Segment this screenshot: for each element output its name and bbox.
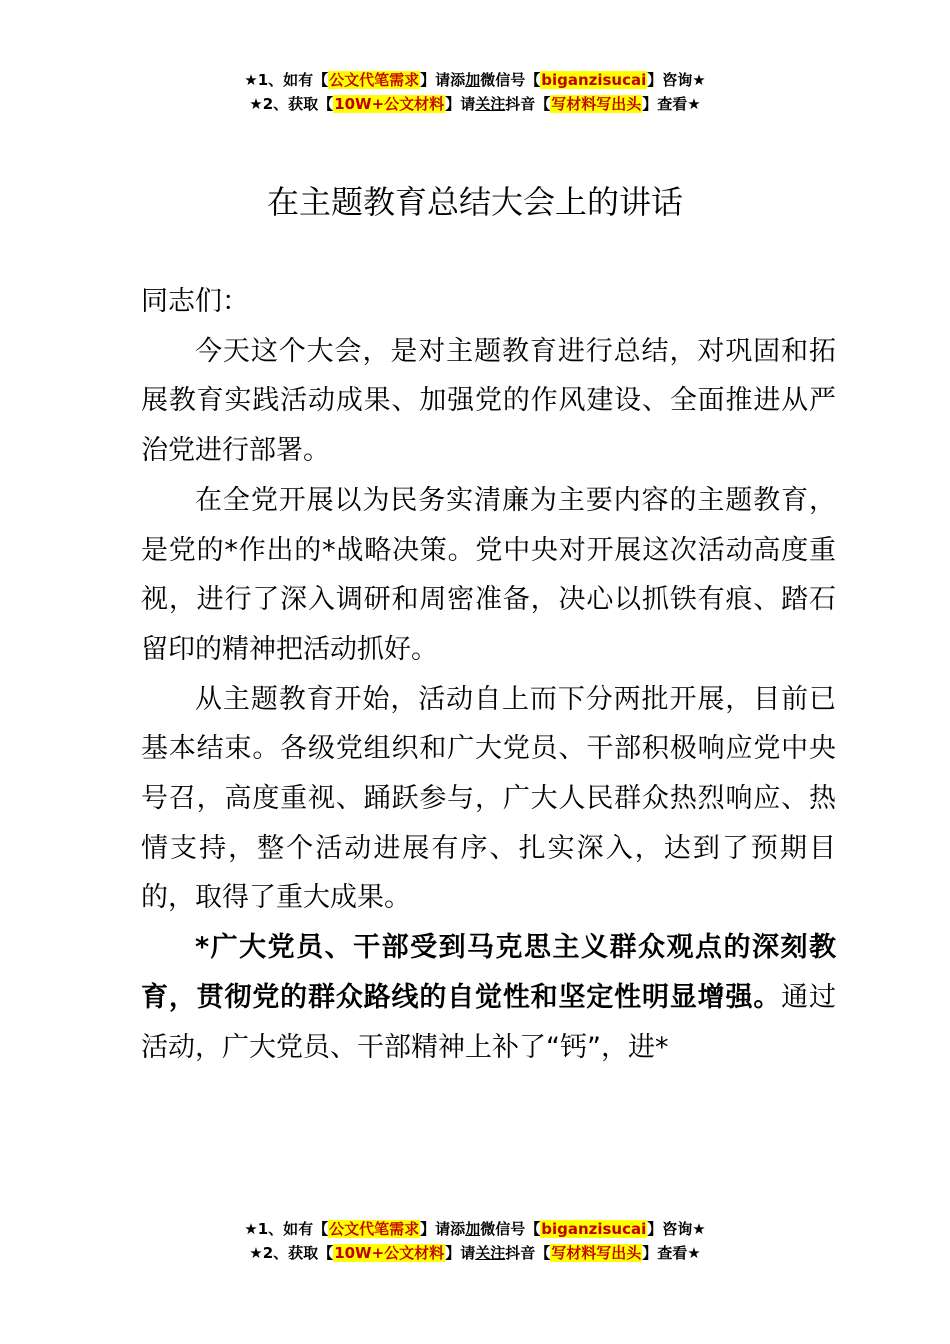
footer-highlight-wechat-id: biganzisucai (541, 1220, 647, 1238)
footer-line-1: ★1、如有【公文代笔需求】请添加微信号【biganzisucai】咨询★ (244, 1220, 706, 1238)
header-banner (0, 68, 950, 116)
paragraph-4-heading: *广大党员、干部受到马克思主义群众观点的深刻教育，贯彻党的群众路线的自觉性和坚定性明显增强。 (141, 932, 836, 1013)
paragraph-1: 今天这个大会，是对主题教育进行总结，对巩固和拓展教育实践活动成果、加强党的作风建设、全面推进从严治党进行部署。 (141, 335, 836, 467)
highlight-douyin-account: 写材料写出头 (551, 95, 642, 113)
banner-line-1: ★1、如有【公文代笔需求】请添加微信号【biganzisucai】咨询★ (244, 71, 706, 89)
footer-highlight-materials: 10W+公文材料 (334, 1244, 445, 1262)
paragraph-2: 在全党开展以为民务实清廉为主要内容的主题教育，是党的*作出的*战略决策。党中央对开展这次活动高度重视，进行了深入调研和周密准备，决心以抓铁有痕、踏石留印的精神把活动抓好。 (141, 484, 836, 665)
footer-highlight-ghostwriting: 公文代笔需求 (329, 1220, 420, 1238)
highlight-wechat-id: biganzisucai (541, 71, 647, 89)
paragraph-4 (141, 923, 836, 1072)
salutation: 同志们： (141, 286, 249, 317)
footer-highlight-douyin-account: 写材料写出头 (551, 1244, 642, 1262)
footer-line-2: ★2、获取【10W+公文材料】请关注抖音【写材料写出头】查看★ (249, 1244, 701, 1262)
highlight-materials: 10W+公文材料 (334, 95, 445, 113)
paragraph-4-text: 通过活动，广大党员、干部精神上补了“钙”，进* (141, 981, 837, 1063)
highlight-ghostwriting: 公文代笔需求 (329, 71, 420, 89)
paragraph-3: 从主题教育开始，活动自上而下分两批开展，目前已基本结束。各级党组织和广大党员、干部积极响应党中央号召，高度重视、踊跃参与，广大人民群众热烈响应、热情支持，整个活动进展有序、扎实深入，达到了预期目的，取得了重大成果。 (141, 683, 836, 914)
document-title: 在主题教育总结大会上的讲话 (266, 183, 683, 221)
banner-line-2: ★2、获取【10W+公文材料】请关注抖音【写材料写出头】查看★ (249, 95, 701, 113)
document-body (141, 277, 836, 1072)
footer-banner (0, 1217, 950, 1265)
